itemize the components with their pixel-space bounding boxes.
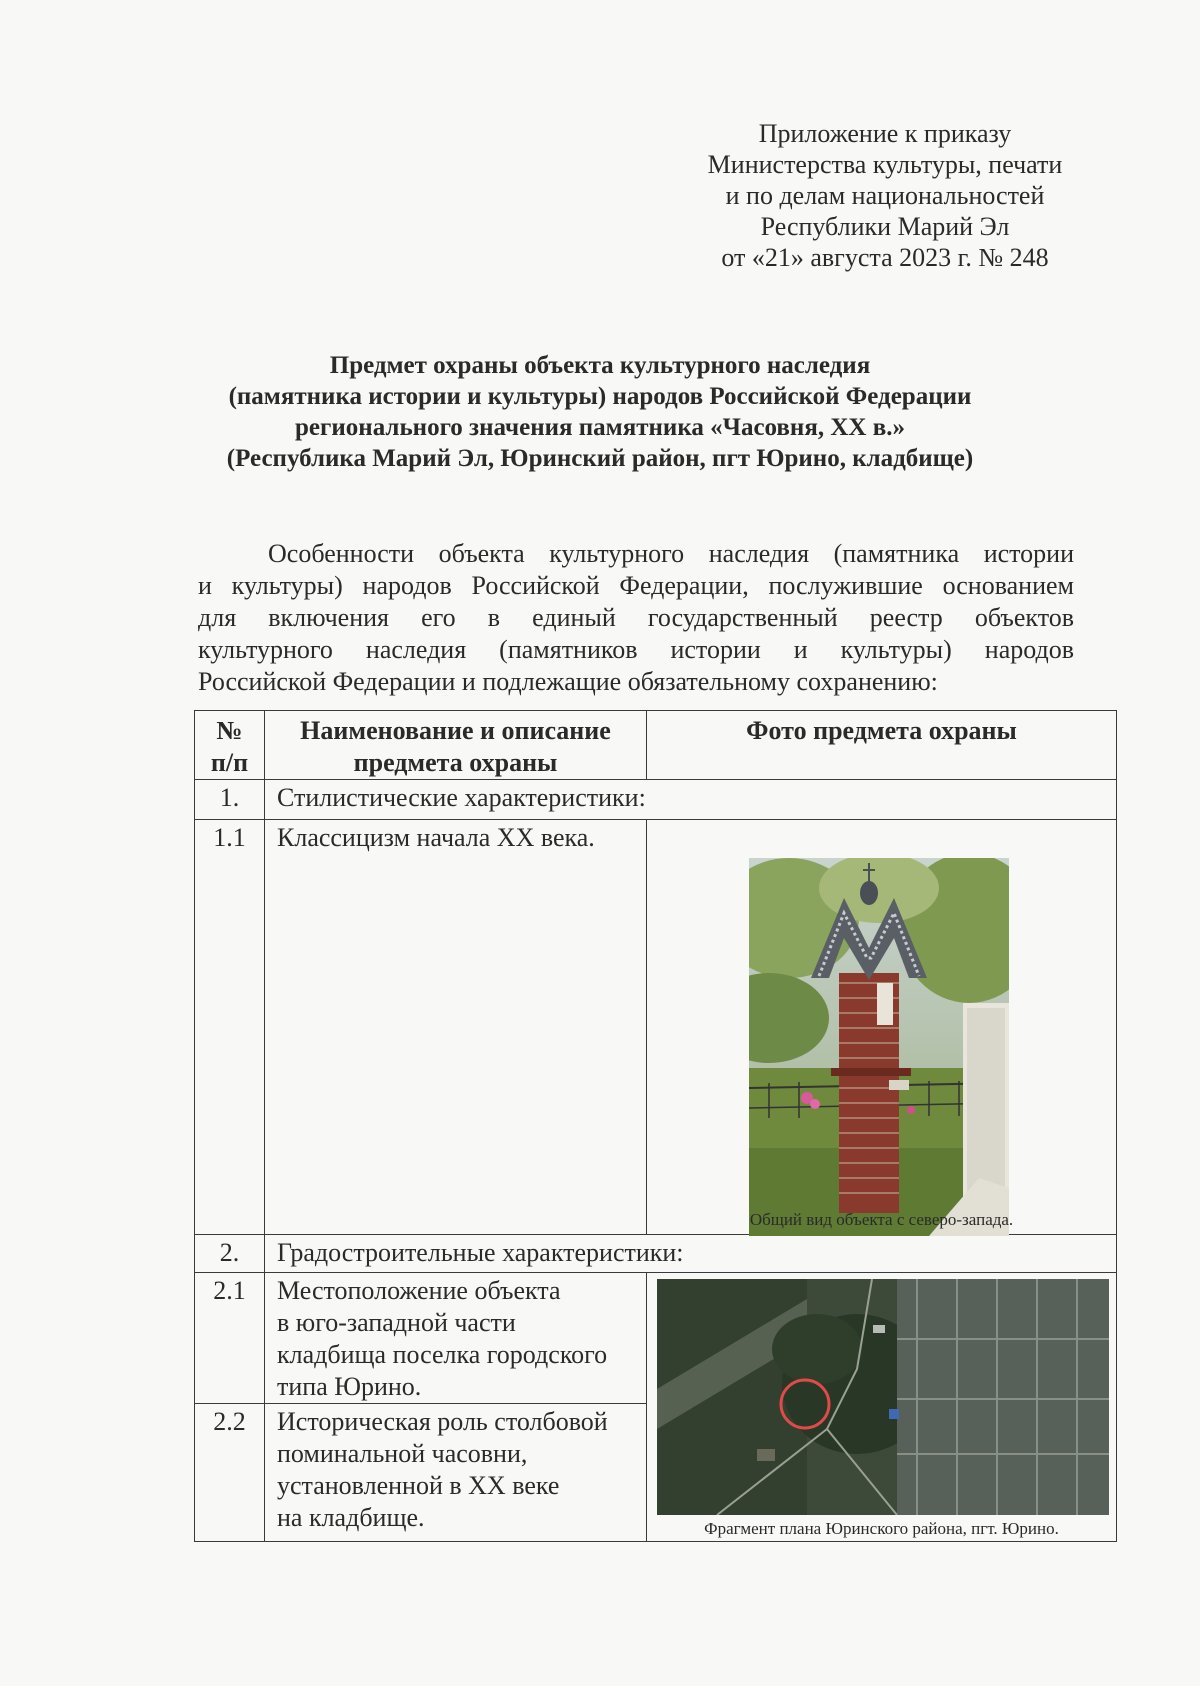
protection-table	[194, 710, 1117, 1542]
row-text	[265, 1404, 647, 1542]
row-number: 2.2	[195, 1404, 265, 1542]
table-row	[195, 1235, 1117, 1273]
intro-paragraph	[198, 538, 1074, 698]
intro-line: культурного наследия (памятников истории и культуры) народов	[198, 635, 1074, 664]
table-header-row	[195, 711, 1117, 780]
table-row	[195, 1273, 1117, 1404]
row-number: 2.1	[195, 1273, 265, 1404]
photo-cell	[647, 820, 1117, 1235]
intro-line: Российской Федерации и подлежащие обязательному сохранению:	[198, 667, 938, 696]
row-text: Стилистические характеристики:	[265, 780, 1117, 820]
appendix-line: Республики Марий Эл	[760, 212, 1010, 241]
title-line: регионального значения памятника «Часовня, XX в.»	[295, 414, 905, 441]
row-text-line: в юго-западной части	[277, 1308, 516, 1337]
table-row	[195, 780, 1117, 820]
row-text	[265, 1273, 647, 1404]
row-text-line: поминальной часовни,	[277, 1439, 528, 1468]
appendix-line: и по делам национальностей	[725, 181, 1045, 210]
map-cell	[647, 1273, 1117, 1542]
table-row	[195, 820, 1117, 1235]
document-title	[150, 350, 1050, 474]
appendix-line: Приложение к приказу	[758, 119, 1012, 148]
title-line: (памятника истории и культуры) народов Российской Федерации	[228, 383, 972, 410]
row-text-line: Местоположение объекта	[277, 1276, 561, 1305]
header-num-line: №	[216, 716, 243, 745]
intro-line: и культуры) народов Российской Федерации, послужившие основанием	[198, 571, 1074, 600]
satellite-map-image	[657, 1279, 1109, 1515]
title-line: (Республика Марий Эл, Юринский район, пгт Юрино, кладбище)	[226, 445, 974, 472]
chapel-photo	[749, 858, 1009, 1236]
row-text-line: кладбища поселка городского	[277, 1340, 608, 1369]
appendix-line: Министерства культуры, печати	[707, 150, 1063, 179]
intro-line: для включения его в единый государственный реестр объектов	[198, 603, 1074, 632]
header-num	[195, 711, 265, 780]
header-photo: Фото предмета охраны	[647, 711, 1117, 780]
title-line: Предмет охраны объекта культурного наследия	[329, 352, 871, 379]
map-caption: Фрагмент плана Юринского района, пгт. Юрино.	[704, 1519, 1059, 1538]
intro-line: Особенности объекта культурного наследия (памятника истории	[268, 539, 1074, 568]
row-text-line: на кладбище.	[277, 1503, 425, 1532]
row-text: Классицизм начала XX века.	[265, 820, 647, 1235]
row-number: 1.	[195, 780, 265, 820]
row-text-line: Историческая роль столбовой	[277, 1407, 608, 1436]
appendix-header	[660, 118, 1110, 273]
row-text: Градостроительные характеристики:	[265, 1235, 1117, 1273]
row-number: 2.	[195, 1235, 265, 1273]
row-text-line: типа Юрино.	[277, 1372, 422, 1401]
photo-caption: Общий вид объекта с северо-запада.	[749, 1210, 1014, 1229]
row-text-line: установленной в XX веке	[277, 1471, 560, 1500]
header-name-line: предмета охраны	[353, 748, 558, 777]
header-name-line: Наименование и описание	[300, 716, 611, 745]
header-num-line: п/п	[210, 748, 249, 777]
appendix-line: от «21» августа 2023 г. № 248	[721, 243, 1049, 272]
row-number: 1.1	[195, 820, 265, 1235]
header-name	[265, 711, 647, 780]
